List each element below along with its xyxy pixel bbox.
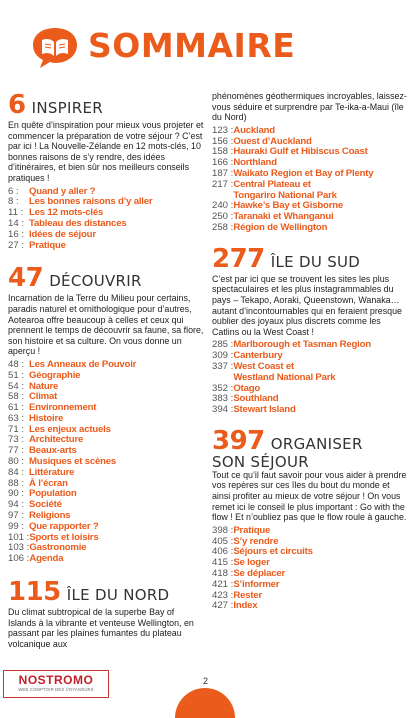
toc-label: Central Plateau et Tongariro National Park [233,178,337,201]
watermark-tagline: WEB COMPTOIR DES VOYAGEURS [18,687,94,692]
section-heading [212,243,408,274]
toc-label: Pratique [29,239,66,251]
toc-label: Que rapporter ? [29,520,99,532]
toc-page: 27 : [8,239,25,251]
section-nord [8,579,204,649]
toc-label: S’informer [233,578,280,590]
toc-label: S’y rendre [233,535,279,547]
section-title: ÎLE DU SUD [270,252,361,271]
toc-label: Beaux-arts [29,445,77,457]
section-sud [212,243,408,416]
toc-page: 73 : [8,434,25,446]
toc-page: 63 : [8,412,25,424]
toc-item[interactable] [212,180,408,202]
toc-label: Pratique [233,524,271,536]
toc-label: Climat [29,391,58,403]
toc-label: Rester [233,589,263,601]
toc-label: Hawke’s Bay et Gisborne [233,200,344,212]
section-nord-continued [212,91,408,234]
toc-label: Stewart Island [233,404,296,416]
page-number: 2 [202,676,208,686]
toc-label: Se loger [233,557,270,569]
toc-page: 94 : [8,499,25,511]
section-inspirer [8,92,204,251]
toc-page: 240 : [212,200,234,212]
section-intro: C’est par ici que se trouvent les sites les plus spectaculaires et les plus instagrammables du pays – Tekapo, Aoraki, Queenstown, Wanaka… autant d’incontournables qui en feraient presque oublier des joyaux plus discrets comme les Catlins ou la West Coast ! [212,273,402,337]
toc-page: 406 : [212,546,234,558]
toc-label: Index [233,600,258,612]
toc-page: 258 : [212,221,234,233]
toc-page: 103 : [8,542,30,554]
section-title: ORGANISER [270,434,363,453]
section-heading [8,577,204,608]
toc-page: 123 : [212,124,234,136]
toc-page: 398 : [212,524,234,536]
toc-label: Architecture [29,434,84,446]
toc-page: 285 : [212,339,234,351]
toc-label: West Coast et Westland National Park [233,360,336,383]
toc-item[interactable] [212,405,408,416]
toc-page: 156 : [212,135,234,147]
section-intro: Tout ce qu’il faut savoir pour vous aider à prendre vos repères sur ces îles du bout du monde et ainsi profiter au mieux de votre séjour ! On vous remet ici le conseil le plus important : Go with the flow ! Et n’oubliez pas que le flow roule à gauche. [212,469,407,523]
toc-label: Région de Wellington [233,221,328,233]
toc-page: 415 : [212,557,234,569]
toc-label: Population [29,488,77,500]
toc-label: Société [29,499,62,511]
section-decouvrir [8,265,204,565]
section-page-number: 115 [8,577,61,608]
toc-label: Tableau des distances [29,217,127,229]
toc-page: 427 : [212,600,234,612]
toc-item[interactable] [212,601,408,612]
toc-label: Histoire [29,412,64,424]
toc-label: Hauraki Gulf et Hibiscus Coast [233,146,368,158]
toc-list [212,126,408,234]
toc-item[interactable] [212,223,408,234]
toc-label: Otago [233,382,261,394]
toc-label: Agenda [29,553,64,565]
toc-label: Environnement [29,402,97,414]
toc-label: Les 12 mots-clés [29,207,104,219]
toc-label: Gastronomie [29,542,87,554]
section-title: INSPIRER [31,99,103,117]
toc-page: 187 : [212,167,234,179]
toc-page: 88 : [8,477,25,489]
toc-item[interactable] [212,126,408,137]
toc-page: 166 : [212,157,234,169]
toc-label: Taranaki et Whanganui [233,211,334,223]
section-intro: Du climat subtropical de la superbe Bay of Islands à la vibrante et venteuse Wellington, en passant par les plaines fumantes du plateau volcanique aux [8,607,194,649]
toc-page: 383 : [212,393,234,405]
toc-label: Sports et loisirs [29,531,99,543]
toc-page: 217 : [212,178,234,190]
section-intro-continued: phénomènes géothermiques incroyables, laissez-vous séduire et surprendre par Te-ika-a-Maui (île du Nord) [212,91,407,123]
toc-label: Se déplacer [233,568,286,580]
section-heading [212,425,408,456]
toc-page: 309 : [212,350,234,362]
toc-list [212,526,408,612]
section-intro: En quête d’inspiration pour mieux vous projeter et commencer la préparation de votre séjour ? C’est par ici ! La Nouvelle-Zélande en 12 mots-clés, 10 bonnes raisons de s’y rendre, des idées d’itinéraires, et bien sûr nos meilleurs conseils pratiques ! [8,120,204,183]
toc-page: 11 : [8,207,24,219]
toc-label: Séjours et circuits [233,546,313,558]
toc-page: 99 : [8,520,25,532]
toc-item[interactable] [8,230,204,241]
toc-page: 6 : [8,185,19,197]
open-book-speech-bubble-icon [30,26,80,70]
toc-page: 97 : [8,510,25,522]
section-page-number: 47 [8,263,44,294]
toc-label: Auckland [233,124,275,136]
page-tab-decoration [175,688,235,718]
toc-label: Musiques et scènes [29,456,117,468]
toc-page: 16 : [8,228,25,240]
toc-page: 80 : [8,456,25,468]
toc-label: Quand y aller ? [29,185,96,197]
toc-page: 14 : [8,217,25,229]
toc-page: 71 : [8,423,25,435]
section-title: DÉCOUVRIR [49,272,142,291]
toc-list [212,340,408,416]
toc-list [8,187,204,252]
toc-page: 405 : [212,535,234,547]
section-heading [8,263,204,294]
toc-page: 54 : [8,380,25,392]
watermark-stamp [3,670,109,698]
toc-label: À l’écran [29,477,68,489]
toc-page: 84 : [8,466,25,478]
toc-page: 61 : [8,402,25,414]
toc-page: 421 : [212,578,234,590]
section-page-number: 397 [212,425,265,456]
toc-label: Littérature [29,466,75,478]
toc-list [8,360,204,565]
toc-label: Les bonnes raisons d’y aller [29,196,153,208]
toc-item[interactable] [8,554,204,565]
toc-page: 337 : [212,360,234,372]
section-title: ÎLE DU NORD [66,586,170,605]
toc-page: 8 : [8,196,19,208]
section-title-line2: SON SÉJOUR [212,452,309,471]
toc-label: Ouest d’Auckland [233,135,312,147]
toc-label: Waikato Region et Bay of Plenty [233,167,374,179]
toc-page: 423 : [212,589,234,601]
toc-label: Les Anneaux de Pouvoir [29,358,137,370]
toc-page: 90 : [8,488,25,500]
toc-page: 48 : [8,358,25,370]
toc-page: 418 : [212,568,234,580]
toc-label: Géographie [29,369,81,381]
watermark-name: NOSTROMO [18,673,94,687]
right-column [212,91,408,612]
section-page-number: 6 [8,90,26,120]
toc-page: 51 : [8,369,25,381]
toc-page: 58 : [8,391,25,403]
left-column [8,92,204,652]
toc-label: Canterbury [233,350,283,362]
toc-page: 77 : [8,445,25,457]
toc-page: 101 : [8,531,30,543]
toc-label: Les enjeux actuels [29,423,111,435]
page-title: SOMMAIRE [88,26,296,65]
toc-label: Nature [29,380,59,392]
toc-item[interactable] [212,362,408,384]
toc-label: Idées de séjour [29,228,96,240]
toc-label: Religions [29,510,71,522]
toc-item[interactable] [8,241,204,252]
section-organiser [212,425,408,612]
toc-page: 394 : [212,404,234,416]
section-page-number: 277 [212,243,265,274]
toc-page: 250 : [212,211,234,223]
toc-label: Southland [233,393,279,405]
section-intro: Incarnation de la Terre du Milieu pour certains, paradis naturel et ornithologique pour d’autres, Aotearoa offre beaucoup à celles et ceux qui prennent le temps de découvrir sa faune, sa flore, son histoire et sa culture. On vous donne un aperçu ! [8,293,204,357]
toc-page: 158 : [212,146,234,158]
header [30,24,390,70]
toc-label: Northland [233,157,277,169]
toc-label: Marlborough et Tasman Region [233,339,371,351]
toc-item[interactable] [8,371,204,382]
toc-page: 106 : [8,553,30,565]
toc-page: 352 : [212,382,234,394]
section-heading [8,92,204,118]
